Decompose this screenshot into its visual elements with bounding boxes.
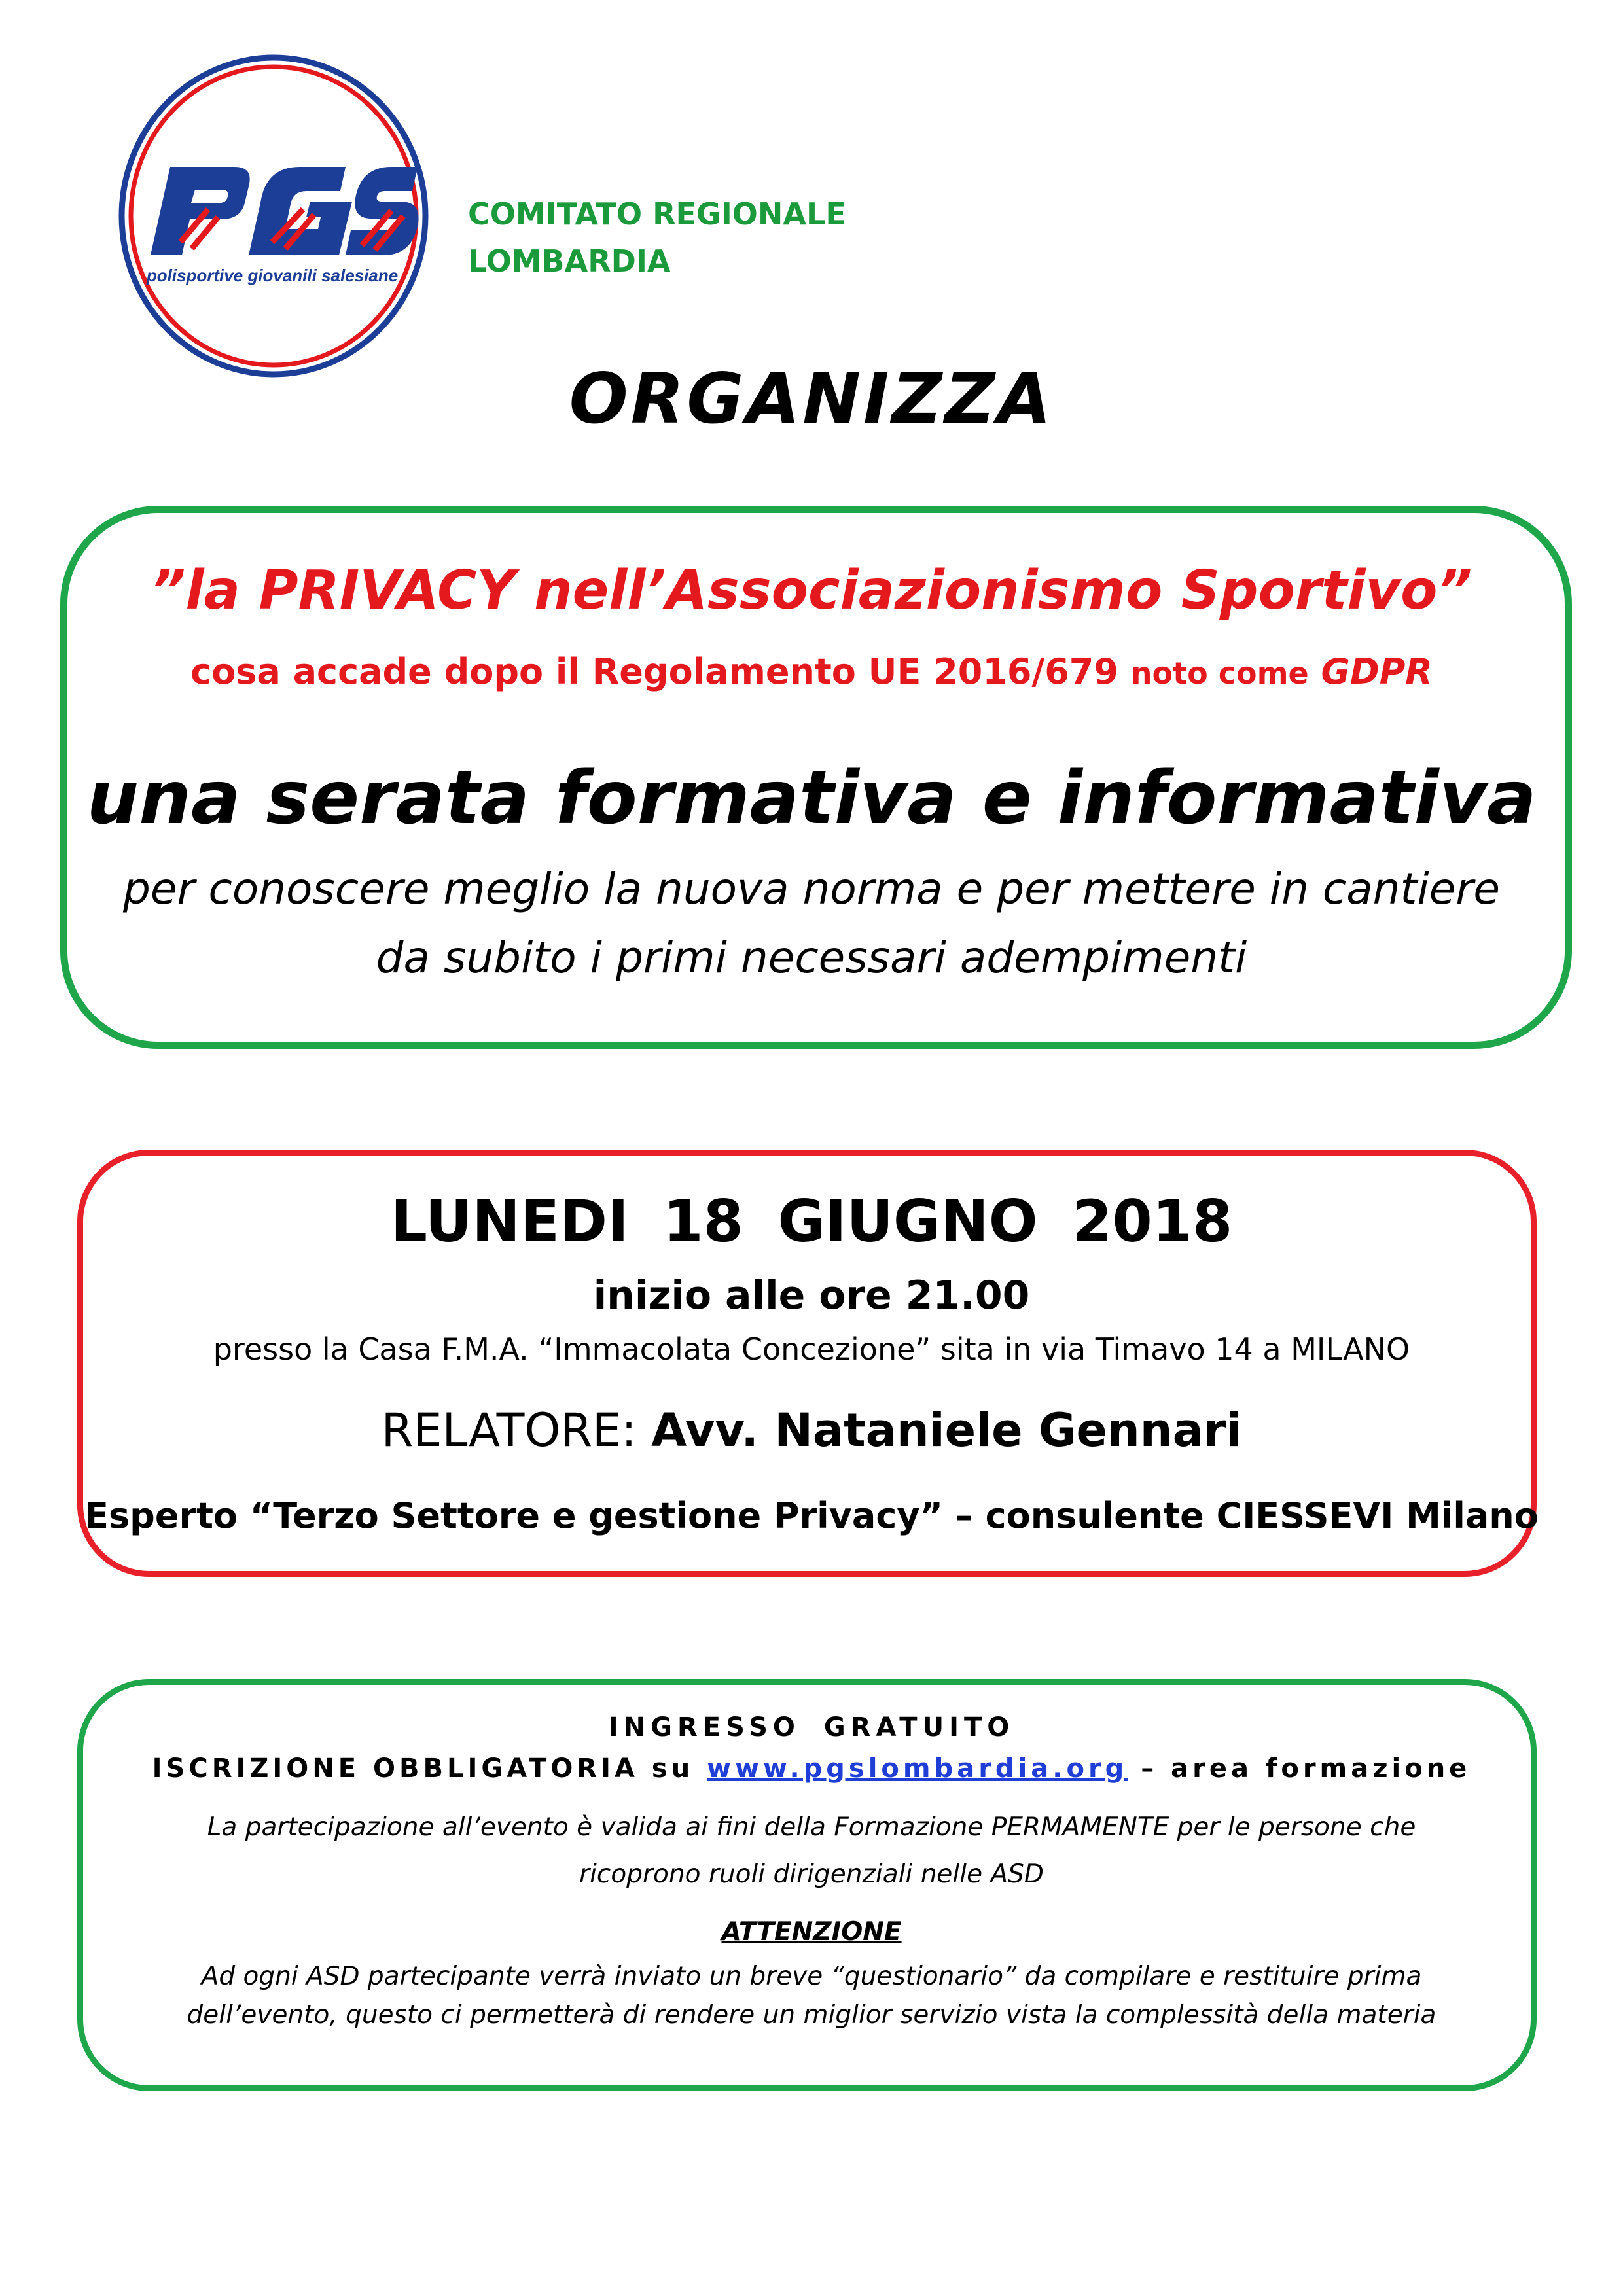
free-entry: INGRESSO GRATUITO (608, 1712, 1015, 1742)
attention-note-line2: dell’evento, questo ci permetterà di rendere un miglior servizio vista la complessità della materia (187, 2000, 1436, 2030)
event-time: inizio alle ore 21.00 (593, 1273, 1030, 1318)
event-speaker (0, 1404, 1623, 1457)
speaker-expertise: Esperto “Terzo Settore e gestione Privacy” – consulente CIESSEVI Milano (84, 1495, 1539, 1536)
registration-suffix: – area formazione (1141, 1754, 1471, 1784)
event-venue: presso la Casa F.M.A. “Immacolata Concezione” sita in via Timavo 14 a MILANO (213, 1332, 1410, 1367)
event-headline: una serata formativa e informativa (86, 756, 1537, 841)
svg-text:polisportive giovanili salesia: polisportive giovanili salesiane (146, 266, 399, 285)
event-description-line1: per conoscere meglio la nuova norma e per mettere in cantiere (122, 864, 1501, 914)
pgs-logo (110, 46, 437, 386)
subtitle-gdpr: GDPR (1321, 651, 1433, 692)
organizza-heading: ORGANIZZA (569, 359, 1054, 439)
subtitle-noto: noto come (1130, 656, 1309, 691)
event-title: ”la PRIVACY nell’Associazionismo Sportivo” (151, 559, 1472, 622)
event-description-line2: da subito i primi necessari adempimenti (376, 932, 1247, 983)
event-date: LUNEDI 18 GIUGNO 2018 (390, 1188, 1233, 1255)
registration-required (0, 1754, 1623, 1784)
attention-note-line1: Ad ogni ASD partecipante verrà inviato un breve “questionario” da compilare e restituire prima (201, 1962, 1422, 1991)
attention-heading: ATTENZIONE (721, 1917, 902, 1947)
website-link[interactable]: www.pgslombardia.org (707, 1754, 1128, 1784)
committee-line2: LOMBARDIA (468, 243, 671, 279)
subtitle-main: cosa accade dopo il Regolamento UE 2016/679 (190, 651, 1118, 692)
participation-line1: La partecipazione all’evento è valida ai fini della Formazione PERMAMENTE per le persone che (207, 1812, 1416, 1842)
participation-line2: ricoprono ruoli dirigenziali nelle ASD (579, 1860, 1044, 1889)
committee-line1: COMITATO REGIONALE (468, 196, 846, 232)
registration-prefix: ISCRIZIONE OBBLIGATORIA su (152, 1754, 694, 1784)
speaker-name: Avv. Nataniele Gennari (651, 1404, 1242, 1457)
speaker-label: RELATORE: (381, 1404, 637, 1457)
event-subtitle (0, 651, 1623, 692)
